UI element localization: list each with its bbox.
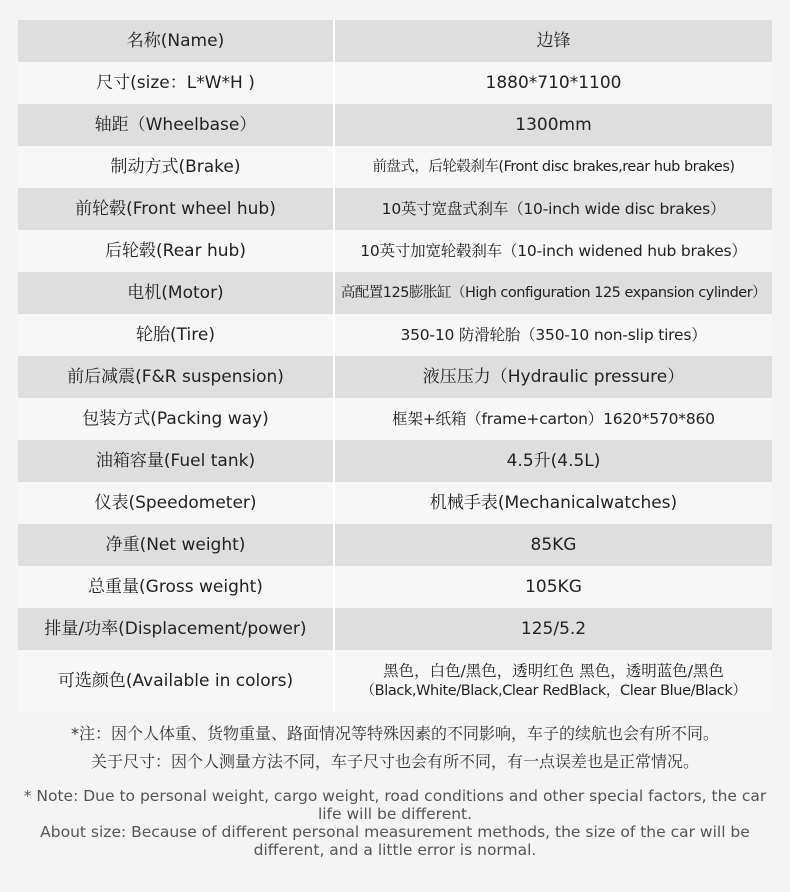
note-zh-line: *注：因个人体重、货物重量、路面情况等特殊因素的不同影响，车子的续航也会有所不同。 (70, 724, 719, 743)
table-row (18, 650, 772, 712)
spec-value: 框架+纸箱（frame+carton）1620*570*860 (334, 398, 772, 440)
spec-label: 油箱容量(Fuel tank) (18, 440, 334, 482)
spec-label: 电机(Motor) (18, 272, 334, 314)
spec-value: 125/5.2 (334, 608, 772, 650)
spec-value: 350-10 防滑轮胎（350-10 non-slip tires） (334, 314, 772, 356)
table-row (18, 146, 772, 188)
spec-label: 排量/功率(Displacement/power) (18, 608, 334, 650)
table-row (18, 104, 772, 146)
spec-label: 可选颜色(Available in colors) (18, 650, 334, 712)
spec-value: 1880*710*1100 (334, 62, 772, 104)
table-row (18, 398, 772, 440)
spec-value: 4.5升(4.5L) (334, 440, 772, 482)
spec-value: 液压压力（Hydraulic pressure） (334, 356, 772, 398)
spec-label: 包装方式(Packing way) (18, 398, 334, 440)
note-en-paragraph: About size: Because of different personal measurement methods, the size of the car will be different, and a little error is normal. (40, 823, 750, 859)
spec-label: 前后减震(F&R suspension) (18, 356, 334, 398)
table-row (18, 62, 772, 104)
spec-value: 1300mm (334, 104, 772, 146)
table-row (18, 188, 772, 230)
note-zh-line: 关于尺寸：因个人测量方法不同，车子尺寸也会有所不同，有一点误差也是正常情况。 (90, 752, 699, 771)
table-row (18, 20, 772, 62)
spec-value: 边锋 (334, 20, 772, 62)
spec-value: 85KG (334, 524, 772, 566)
spec-label: 制动方式(Brake) (18, 146, 334, 188)
spec-label: 净重(Net weight) (18, 524, 334, 566)
colors-line-zh: 黑色，白色/黑色，透明红色 黑色，透明蓝色/黑色 (383, 662, 724, 680)
table-row (18, 230, 772, 272)
table-row (18, 608, 772, 650)
spec-value: 高配置125膨胀缸（High configuration 125 expansion cylinder） (334, 272, 772, 314)
table-row (18, 272, 772, 314)
table-row (18, 566, 772, 608)
spec-label: 尺寸(size：L*W*H ) (18, 62, 334, 104)
spec-value: 10英寸宽盘式刹车（10-inch wide disc brakes） (334, 188, 772, 230)
spec-value: 105KG (334, 566, 772, 608)
spec-label: 后轮毂(Rear hub) (18, 230, 334, 272)
spec-label: 前轮毂(Front wheel hub) (18, 188, 334, 230)
colors-line-en: （Black,White/Black,Clear RedBlack，Clear Blue/Black） (360, 683, 747, 699)
spec-table (18, 20, 772, 712)
notes-zh (0, 720, 790, 776)
spec-value: 10英寸加宽轮毂刹车（10-inch widened hub brakes） (334, 230, 772, 272)
spec-label: 名称(Name) (18, 20, 334, 62)
table-row (18, 524, 772, 566)
table-row (18, 356, 772, 398)
table-row (18, 482, 772, 524)
spec-label: 轮胎(Tire) (18, 314, 334, 356)
spec-value: 机械手表(Mechanicalwatches) (334, 482, 772, 524)
spec-label: 仪表(Speedometer) (18, 482, 334, 524)
spec-value-colors (334, 650, 772, 712)
spec-label: 总重量(Gross weight) (18, 566, 334, 608)
spec-value: 前盘式，后轮毂刹车(Front disc brakes,rear hub brakes) (334, 146, 772, 188)
note-en-paragraph: * Note: Due to personal weight, cargo weight, road conditions and other special factors, the car life will be different. (23, 787, 767, 823)
spec-label: 轴距（Wheelbase） (18, 104, 334, 146)
table-row (18, 314, 772, 356)
table-row (18, 440, 772, 482)
notes-en (20, 787, 770, 859)
